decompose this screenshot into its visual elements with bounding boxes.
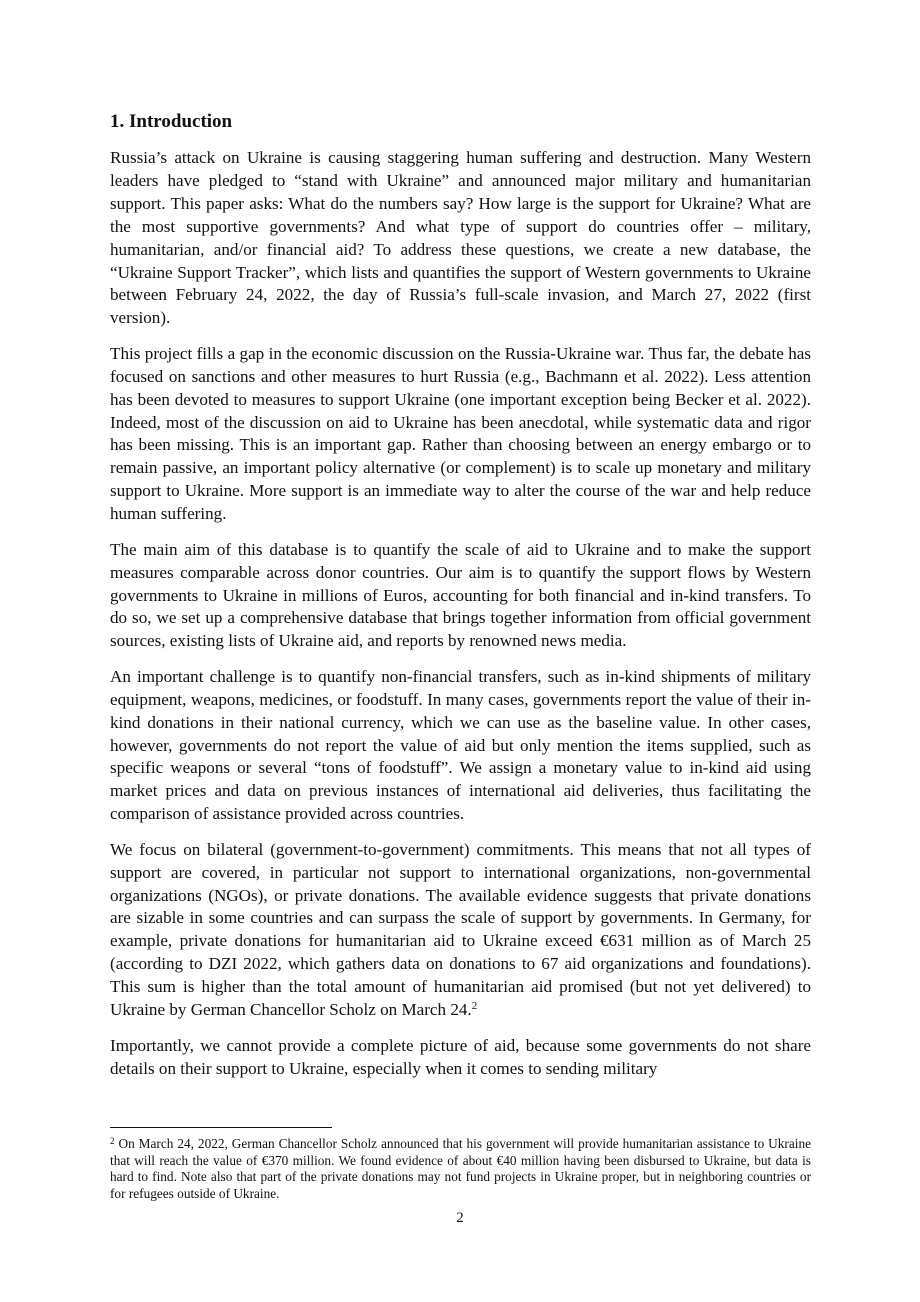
page-number: 2 [456,1210,464,1226]
paragraph-3: The main aim of this database is to quantify the scale of aid to Ukraine and to make the support measures comparable across donor countries. Our aim is to quantify the support flows by Western governments to Ukraine in millions of Euros, accounting for both financial and in-kind transfers. To do so, we set up a comprehensive database that brings together information from official government sources, existing lists of Ukraine aid, and reports by renowned news media. [110,539,811,651]
footnote-separator [110,1127,332,1128]
paragraph-4: An important challenge is to quantify non-financial transfers, such as in-kind shipments of military equipment, weapons, medicines, or foodstuff. In many cases, governments report the value of their in-kind donations in their national currency, which we can use as the baseline value. In other cases, however, governments do not report the value of aid but only mention the items supplied, such as specific weapons or several “tons of foodstuff”. We assign a monetary value to in-kind aid using market prices and data on previous instances of international aid deliveries, thus facilitating the comparison of assistance provided across countries. [110,666,811,824]
paragraph-2: This project fills a gap in the economic discussion on the Russia-Ukraine war. Thus far, the debate has focused on sanctions and other measures to hurt Russia (e.g., Bachmann et al. 2022). Less attention has been devoted to measures to support Ukraine (one important exception being Becker et al. 2022). Indeed, most of the discussion on aid to Ukraine has been anecdotal, while systematic data and rigor has been missing. This is an important gap. Rather than choosing between an energy embargo or to remain passive, an important policy alternative (or complement) is to scale up monetary and military support to Ukraine. More support is an immediate way to alter the course of the war and help reduce human suffering. [110,343,811,524]
paragraph-1: Russia’s attack on Ukraine is causing staggering human suffering and destruction. Many Western leaders have pledged to “stand with Ukraine” and announced major military and humanitarian support. This paper asks: What do the numbers say? How large is the support for Ukraine? What are the most supportive governments? And what type of support do countries offer – military, humanitarian, and/or financial aid? To address these questions, we create a new database, the “Ukraine Support Tracker”, which lists and quantifies the support of Western governments to Ukraine between February 24, 2022, the day of Russia’s full-scale invasion, and March 27, 2022 (first version). [110,148,811,328]
footnote-text: On March 24, 2022, German Chancellor Scholz announced that his government will provide humanitarian assistance to Ukraine that will reach the value of €370 million. We found evidence of about €40 million having been disbursed to Ukraine, but data is hard to find. Note also that part of the private donations may not fund projects in Ukraine proper, but in neighboring countries or for refugees outside of Ukraine. [110,1136,812,1201]
section-heading: 1. Introduction [110,111,233,132]
footnote-reference[interactable]: 2 [471,1000,478,1013]
footnote-marker: 2 [110,1136,115,1146]
paragraph-6: Importantly, we cannot provide a complete picture of aid, because some governments do not share details on their support to Ukraine, especially when it comes to sending military [110,1035,811,1078]
body-text [110,147,811,1093]
footnote [110,1136,811,1202]
paragraph-5-text: We focus on bilateral (government-to-government) commitments. This means that not all types of support are covered, in particular not support to international organizations, non-governmental organizations (NGOs), or private donations. The available evidence suggests that private donations are sizable in some countries and can surpass the scale of support by governments. In Germany, for example, private donations for humanitarian aid to Ukraine exceed €631 million as of March 25 (according to DZI 2022, which gathers data on donations to 67 aid organizations and foundations). This sum is higher than the total amount of humanitarian aid promised (but not yet delivered) to Ukraine by German Chancellor Scholz on March 24. [110,839,811,1020]
paragraph-5 [110,839,811,1022]
